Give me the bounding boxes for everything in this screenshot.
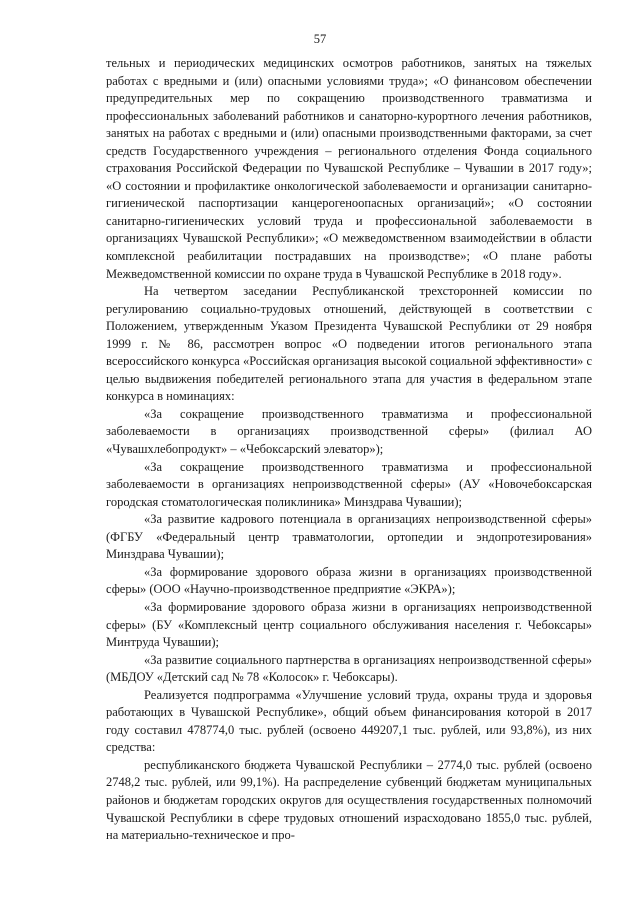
paragraph-4: «За сокращение производственного травматизма и профессиональной заболеваемости в организациях непроизводственной сферы» (АУ «Новочебоксарская городская стоматологическая поликлиника» Минздрава Чувашии); — [106, 459, 592, 509]
document-text — [106, 55, 592, 845]
paragraph-8: «За развитие социального партнерства в организациях непроизводственной сферы» (МБДОУ «Детский сад № 78 «Колосок» г. Чебоксары). — [106, 652, 592, 685]
page-number: 57 — [313, 32, 327, 46]
paragraph-1: тельных и периодических медицинских осмотров работников, занятых на тяжелых работах с вредными и (или) опасными условиями труда»; «О финансовом обеспечении предупредительных мер по сокращению производственного травматизма и профессиональных заболеваний работников и санаторно-курортного лечения работников, занятых на работах с вредными и (или) опасными производственными факторами, за счет средств Государственного учреждения – регионального отделения Фонда социального страхования Российской Федерации по Чувашской Республике – Чувашии в 2017 году»; «О состоянии и профилактике онкологической заболеваемости и организации санитарно-гигиенической паспортизации канцерогеноопасных организаций»; «О состоянии санитарно-гигиенических условий труда и профессиональной заболеваемости в организациях Чувашской Республики»; «О межведомственном взаимодействии в области комплексной реабилитации пострадавших на производстве»; «О плане работы Межведомственной комиссии по охране труда в Чувашской Республике в 2018 году». — [106, 56, 592, 281]
paragraph-3: «За сокращение производственного травматизма и профессиональной заболеваемости в организациях производственной сферы» (филиал АО «Чувашхлебопродукт» – «Чебоксарский элеватор»); — [106, 406, 592, 457]
paragraph-7: «За формирование здорового образа жизни в организациях непроизводственной сферы» (БУ «Комплексный центр социального обслуживания населения г. Чебоксары» Минтруда Чувашии); — [106, 599, 592, 650]
paragraph-9: Реализуется подпрограмма «Улучшение условий труда, охраны труда и здоровья работающих в Чувашской Республике», общий объем финансирования которой в 2017 году составил 478774,0 тыс. рублей (освоено 449207,1 тыс. рублей, или 93,8%), из них средства: — [106, 687, 592, 755]
paragraph-2: На четвертом заседании Республиканской трехсторонней комиссии по регулированию социально-трудовых отношений, действующей в соответствии с Положением, утвержденным Указом Президента Чувашской Республики от 29 ноября 1999 г. № 86, рассмотрен вопрос «О подведении итогов регионального этапа всероссийского конкурса «Российская организация высокой социальной эффективности» с целью выдвижения победителей регионального этапа для участия в федеральном этапе конкурса в номинациях: — [106, 284, 592, 404]
paragraph-10: республиканского бюджета Чувашской Республики – 2774,0 тыс. рублей (освоено 2748,2 тыс. рублей, или 99,1%). На распределение субвенций бюджетам муниципальных районов и бюджетам городских округов для осуществления государственных полномочий Чувашской Республики в сфере трудовых отношений израсходовано 1855,0 тыс. рублей, на материально-техническое и про- — [106, 757, 592, 843]
paragraph-5: «За развитие кадрового потенциала в организациях непроизводственной сферы» (ФГБУ «Федеральный центр травматологии, ортопедии и эндопротезирования» Минздрава Чувашии); — [106, 512, 592, 562]
paragraph-6: «За формирование здорового образа жизни в организациях производственной сферы» (ООО «Научно-производственное предприятие «ЭКРА»); — [106, 564, 592, 597]
